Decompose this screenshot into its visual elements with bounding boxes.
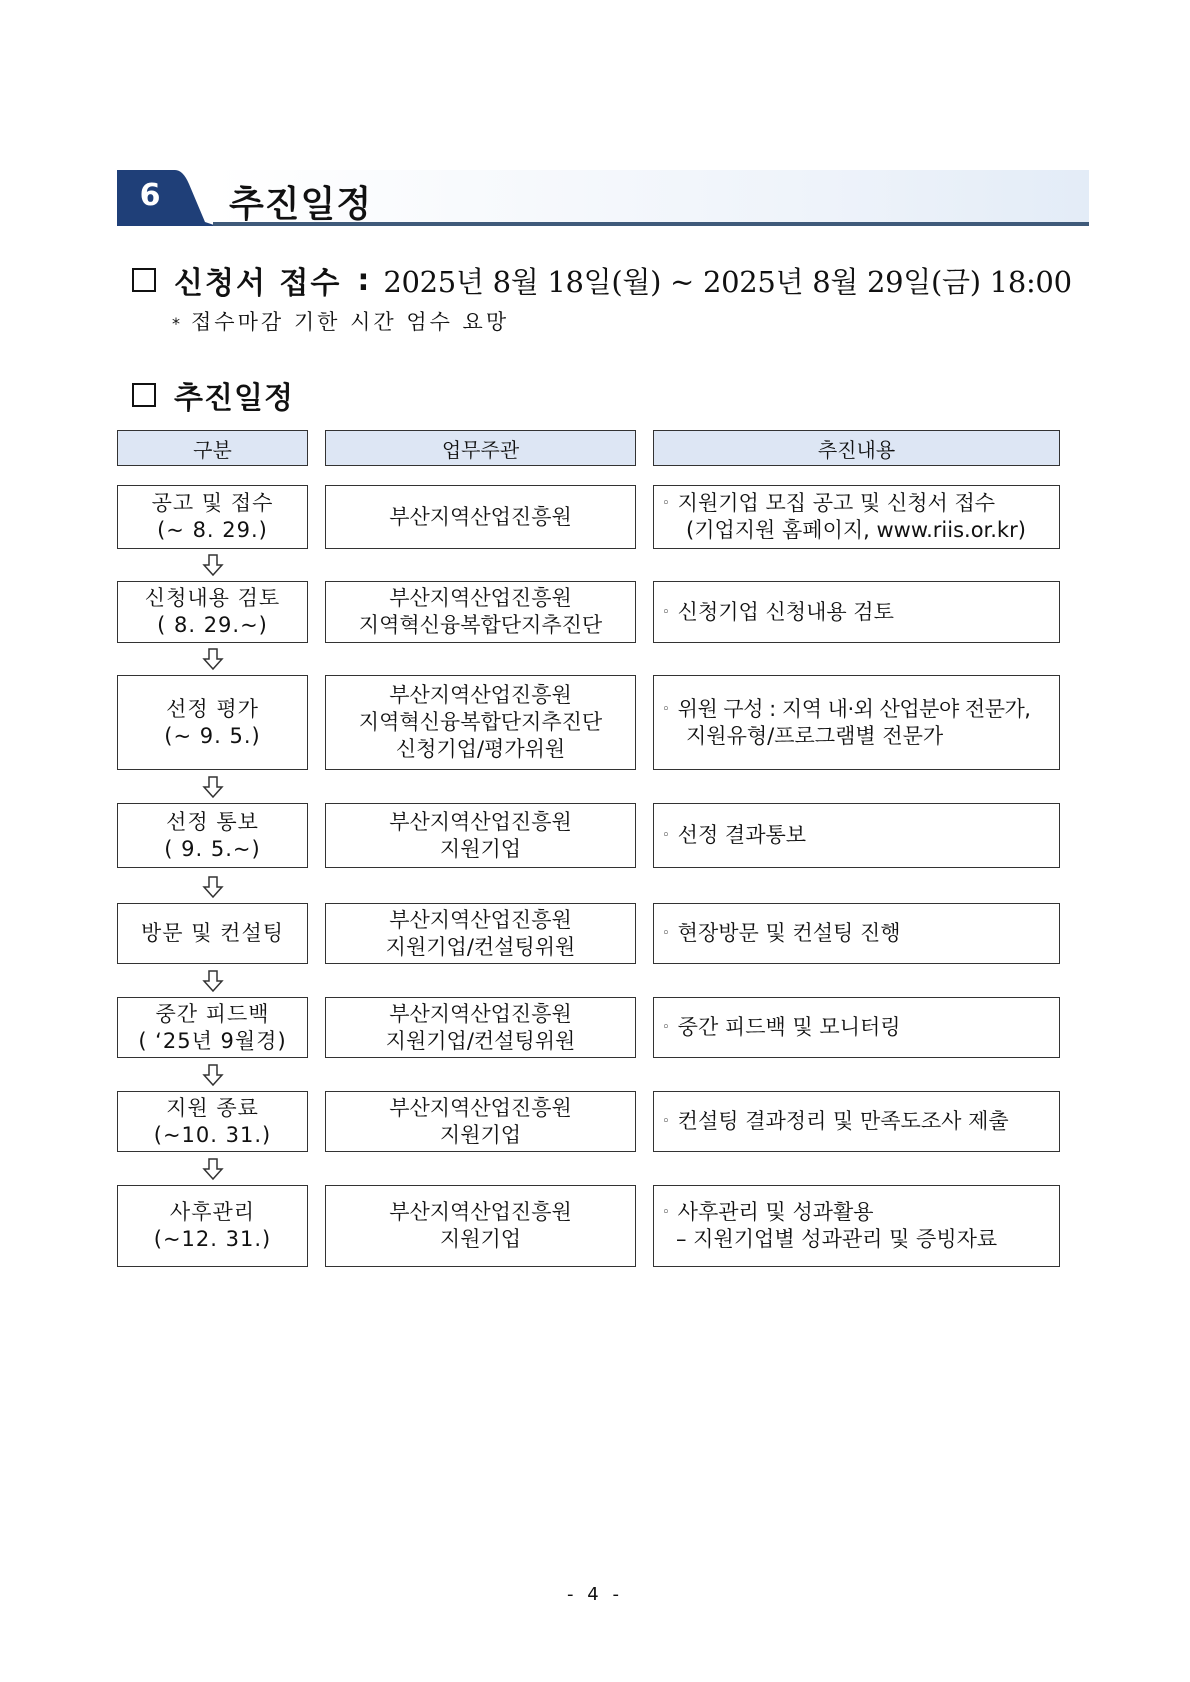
content-line: – 지원기업별 성과관리 및 증빙자료 [676,1227,998,1251]
org-cell [325,997,636,1058]
application-title: 신청서 접수 [174,266,342,301]
down-arrow-icon [201,647,225,671]
content-cell [653,903,1060,964]
org-line: 부산지역산업진흥원 [389,1001,572,1026]
content-cell [653,485,1060,549]
org-cell [325,581,636,643]
org-line: 지원기업/컨설팅위원 [385,934,576,959]
stage-label: 선정 통보 [166,809,259,834]
down-arrow-icon [201,875,225,899]
note-text: 접수마감 기한 시간 엄수 요망 [191,310,510,334]
org-line: 지원기업 [439,1227,522,1251]
org-cell [325,485,636,549]
bullet-icon: ◦ [662,828,670,843]
down-arrow-icon [201,553,225,577]
stage-period: (~ 8. 29.) [157,518,268,542]
header-stage: 구분 [117,430,308,466]
content-line: 사후관리 및 성과활용 [677,1200,874,1224]
stage-period: (~12. 31.) [153,1227,272,1251]
checkbox-square-icon [132,268,156,292]
content-cell [653,1091,1060,1152]
down-arrow-icon [201,969,225,993]
application-note [172,306,509,336]
application-heading [132,258,1072,302]
section-title: 추진일정 [229,184,373,225]
content-line: 컨설팅 결과정리 및 만족도조사 제출 [677,1109,1009,1133]
org-line: 부산지역산업진흥원 [389,1200,572,1224]
content-line: 위원 구성 : 지역 내·외 산업분야 전문가, [677,696,1031,721]
down-arrow-icon [201,775,225,799]
stage-label: 방문 및 컨설팅 [140,921,285,945]
org-cell [325,1091,636,1152]
section-number-tab [117,170,217,230]
org-line: 신청기업/평가위원 [395,737,566,761]
header-organization: 업무주관 [325,430,636,466]
stage-cell [117,903,308,964]
stage-cell [117,485,308,549]
section-number: 6 [139,178,161,213]
checkbox-square-icon [132,383,156,407]
down-arrow-icon [201,1063,225,1087]
org-cell [325,1185,636,1267]
content-cell [653,803,1060,868]
stage-label: 신청내용 검토 [144,586,281,610]
content-line: 중간 피드백 및 모니터링 [677,1015,901,1039]
stage-label: 사후관리 [169,1200,256,1224]
stage-cell [117,997,308,1058]
stage-period: (~ 9. 5.) [164,723,261,748]
content-line: (기업지원 홈페이지, www.riis.or.kr) [686,518,1026,542]
bullet-icon: ◦ [662,926,670,941]
stage-cell [117,675,308,770]
content-line: 현장방문 및 컨설팅 진행 [677,921,901,945]
org-line: 부산지역산업진흥원 [389,586,572,610]
org-line: 지원기업/컨설팅위원 [385,1028,576,1053]
stage-cell [117,581,308,643]
stage-cell [117,803,308,868]
stage-label: 공고 및 접수 [151,491,274,515]
stage-period: (~10. 31.) [153,1122,272,1147]
org-line: 부산지역산업진흥원 [389,907,572,932]
org-line: 부산지역산업진흥원 [389,809,572,834]
content-line: 선정 결과통보 [677,823,807,847]
stage-cell [117,1185,308,1267]
content-cell [653,675,1060,770]
header-content: 추진내용 [653,430,1060,466]
content-line: 지원유형/프로그램별 전문가 [686,723,944,748]
content-line: 신청기업 신청내용 검토 [677,599,894,624]
schedule-title: 추진일정 [174,381,294,416]
org-line: 부산지역산업진흥원 [389,683,572,707]
bullet-icon: ◦ [662,701,670,717]
stage-period: ( 8. 29.~) [157,613,268,637]
org-cell [325,903,636,964]
stage-period: ( 9. 5.~) [164,836,261,861]
org-line: 지원기업 [439,836,522,861]
content-cell [653,581,1060,643]
stage-label: 선정 평가 [166,696,259,721]
bullet-icon: ◦ [662,496,670,511]
org-line: 지역혁신융복합단지추진단 [358,613,603,637]
org-line: 지역혁신융복합단지추진단 [358,710,603,734]
section-header [117,170,1089,230]
stage-label: 중간 피드백 [155,1001,270,1026]
stage-label: 지원 종료 [166,1095,259,1120]
bullet-icon: ◦ [662,1205,670,1220]
application-colon: : [357,262,370,298]
org-cell [325,803,636,868]
schedule-heading [132,373,294,417]
org-cell [325,675,636,770]
bullet-icon: ◦ [662,604,670,620]
application-date-range: 2025년 8월 18일(월) ~ 2025년 8월 29일(금) 18:00 [383,264,1072,299]
org-line: 부산지역산업진흥원 [389,504,572,529]
org-line: 부산지역산업진흥원 [389,1095,572,1120]
down-arrow-icon [201,1157,225,1181]
content-line: 지원기업 모집 공고 및 신청서 접수 [677,491,996,515]
stage-period: ( ‘25년 9월경) [138,1028,287,1053]
bullet-icon: ◦ [662,1020,670,1035]
page-number: - 4 - [567,1584,623,1605]
stage-cell [117,1091,308,1152]
org-line: 지원기업 [439,1122,522,1147]
bullet-icon: ◦ [662,1114,670,1129]
note-mark: * [172,313,183,333]
content-cell [653,997,1060,1058]
content-cell [653,1185,1060,1267]
